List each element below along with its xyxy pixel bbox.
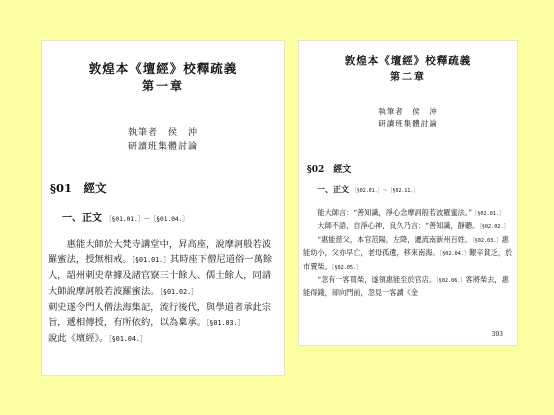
body-text: [48, 237, 280, 347]
paragraph-text: 大師不語，自淨心神，良久乃言：“善知識，靜聽。: [317, 221, 480, 231]
page-title: 敦煌本《壇經》校釋疏義: [344, 55, 472, 67]
chapter-heading: 第一章: [141, 79, 184, 93]
author-line: 執筆者 侯 沖: [127, 128, 198, 138]
group-line: 研讀班集體討論: [378, 119, 438, 128]
subsection-ref: ［§02.01.］～［§02.11.］: [351, 188, 419, 194]
ref-marker: ［§01.04.］: [108, 335, 147, 344]
paragraph-text: 惠能大師於大梵寺講堂中，昇高座，說摩訶般若波羅蜜法，授無相戒。: [48, 239, 272, 266]
page-number: 393: [491, 331, 503, 338]
section-heading: §01 經文: [50, 181, 107, 195]
ref-marker: ［§02.01.］: [472, 211, 505, 217]
subsection-label: 一、正文: [62, 213, 102, 224]
paragraph: [48, 237, 280, 300]
paragraph-text: 能大師言：“善知識，淨心念摩訶般若波羅蜜法。”: [317, 208, 473, 217]
ref-marker: ［§01.02.］: [159, 287, 198, 296]
paragraph-text: “忽有一客買柴，遂領惠能至於官店。: [317, 275, 437, 285]
paragraph-text: 艱辛貧乏，於市賣柴。: [303, 248, 513, 271]
ref-marker: ［§01.03.］: [206, 319, 245, 328]
ref-marker: ［§01.01.］: [131, 256, 170, 265]
ref-marker: ［§02.03.］: [472, 237, 502, 244]
page-title: 敦煌本《壇經》校釋疏義: [88, 61, 238, 76]
paragraph-text: 說此《壇經》。: [48, 333, 109, 345]
paragraph-text: 客將柴去，惠能得錢，卻向門前，忽見一客讀《金: [303, 275, 509, 298]
subsection-label: 一、正文: [317, 184, 349, 194]
ref-marker: ［§02.02.］: [479, 224, 509, 231]
paragraph: [303, 207, 515, 220]
paragraph: [303, 220, 515, 233]
paragraph-text: “惠能慈父，本官范陽，左降，遷流南新州百姓。: [317, 234, 473, 244]
paragraph-text: 惠能幼小，父亦早亡，老母孤遺，移來南海。: [303, 234, 509, 258]
ref-marker: ［§02.05.］: [331, 264, 362, 271]
paragraph-text: 其時座下僧尼道俗一萬餘人，韶州刺史韋據及諸官寮三十餘人、儒士餘人，同請大師說摩訶般若波羅蜜法。: [48, 254, 273, 297]
ref-marker: ［§02.06.］: [436, 278, 466, 285]
section-heading: §02 經文: [307, 165, 352, 175]
right-page: [299, 41, 517, 345]
chapter-heading: 第二章: [390, 72, 426, 83]
subsection-heading: [62, 209, 189, 224]
paragraph: [48, 331, 280, 347]
paragraph-text: 刺史遂令門人僧法海集記，流行後代，與學道者承此宗旨，遞相傳授，有所依約，以為稟承。: [48, 301, 272, 329]
body-text: [303, 207, 515, 299]
ref-marker: ［§02.04.］: [439, 251, 470, 258]
left-page: [42, 41, 284, 375]
subsection-heading: [317, 184, 418, 195]
group-line: 研讀班集體討論: [127, 142, 198, 152]
author-line: 執筆者 侯 沖: [378, 107, 438, 116]
paragraph: [303, 234, 515, 274]
paragraph: [303, 274, 515, 299]
subsection-ref: ［§01.01.］～［§01.04.］: [105, 216, 189, 223]
paragraph: [48, 300, 280, 331]
